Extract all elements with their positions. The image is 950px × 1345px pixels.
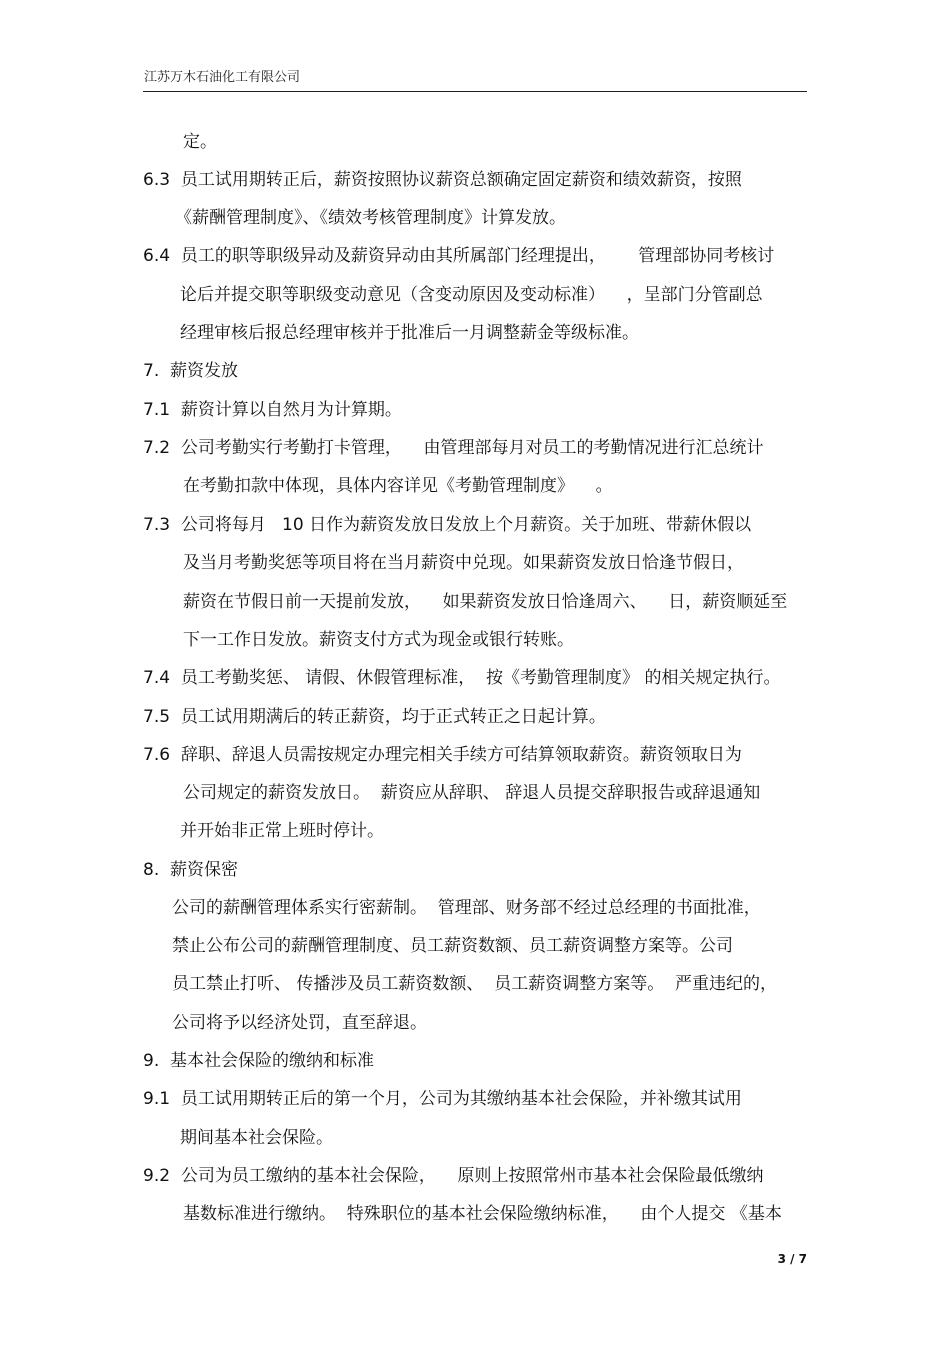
text-line: 9.1 员工试用期转正后的第一个月，公司为其缴纳基本社会保险，并补缴其试用 — [143, 1089, 742, 1109]
text-line: 论后并提交职等职级变动意见（含变动原因及变动标准） ，呈部门分管副总 — [180, 285, 763, 305]
text-line: 薪资在节假日前一天提前发放， 如果薪资发放日恰逢周六、 日，薪资顺延至 — [183, 592, 788, 612]
text-line: 下一工作日发放。薪资支付方式为现金或银行转账。 — [183, 630, 574, 650]
text-line: 禁止公布公司的薪酬管理制度、员工薪资数额、员工薪资调整方案等。公司 — [172, 936, 733, 956]
text-line: 定。 — [183, 132, 217, 152]
text-line: 公司的薪酬管理体系实行密薪制。 管理部、财务部不经过总经理的书面批准， — [172, 898, 761, 918]
text-line: 公司将予以经济处罚，直至辞退。 — [172, 1013, 427, 1033]
text-line: 6.4 员工的职等职级异动及薪资异动由其所属部门经理提出， 管理部协同考核讨 — [143, 246, 775, 266]
page-number: 3 / 7 — [777, 1252, 807, 1266]
text-line: 7.1 薪资计算以自然月为计算期。 — [143, 400, 402, 420]
text-line: 7.3 公司将每月 10 日作为薪资发放日发放上个月薪资。关于加班、带薪休假以 — [143, 515, 752, 535]
text-line: 公司规定的薪资发放日。 薪资应从辞职、 辞退人员提交辞职报告或辞退通知 — [183, 783, 761, 803]
text-line: 9.2 公司为员工缴纳的基本社会保险， 原则上按照常州市基本社会保险最低缴纳 — [143, 1166, 764, 1186]
text-line: 经理审核后报总经理审核并于批准后一月调整薪金等级标准。 — [180, 323, 639, 343]
text-line: 在考勤扣款中体现，具体内容详见《考勤管理制度》 。 — [183, 476, 613, 496]
text-line: 基数标准进行缴纳。 特殊职位的基本社会保险缴纳标准， 由个人提交 《基本 — [183, 1204, 782, 1224]
header-divider — [143, 91, 807, 92]
text-line: 7.2 公司考勤实行考勤打卡管理， 由管理部每月对员工的考勤情况进行汇总统计 — [143, 438, 764, 458]
header-company-name: 江苏万木石油化工有限公司 — [144, 70, 301, 85]
text-line: 7.4 员工考勤奖惩、 请假、休假管理标准， 按《考勤管理制度》 的相关规定执行。 — [143, 668, 781, 688]
section-heading: 8. 薪资保密 — [143, 860, 239, 880]
text-line: 员工禁止打听、 传播涉及员工薪资数额、 员工薪资调整方案等。 严重违纪的， — [172, 974, 778, 994]
text-line: 期间基本社会保险。 — [180, 1128, 333, 1148]
text-line: 7.5 员工试用期满后的转正薪资，均于正式转正之日起计算。 — [143, 707, 606, 727]
text-line: 及当月考勤奖惩等项目将在当月薪资中兑现。如果薪资发放日恰逢节假日， — [183, 553, 744, 573]
text-line: 《薪酬管理制度》、《绩效考核管理制度》计算发放。 — [175, 208, 566, 228]
section-heading: 9. 基本社会保险的缴纳和标准 — [143, 1051, 375, 1071]
text-line: 7.6 辞职、辞退人员需按规定办理完相关手续方可结算领取薪资。薪资领取日为 — [143, 745, 742, 765]
text-line: 并开始非正常上班时停计。 — [180, 821, 384, 841]
text-line: 6.3 员工试用期转正后，薪资按照协议薪资总额确定固定薪资和绩效薪资，按照 — [143, 170, 742, 190]
section-heading: 7. 薪资发放 — [143, 361, 239, 381]
